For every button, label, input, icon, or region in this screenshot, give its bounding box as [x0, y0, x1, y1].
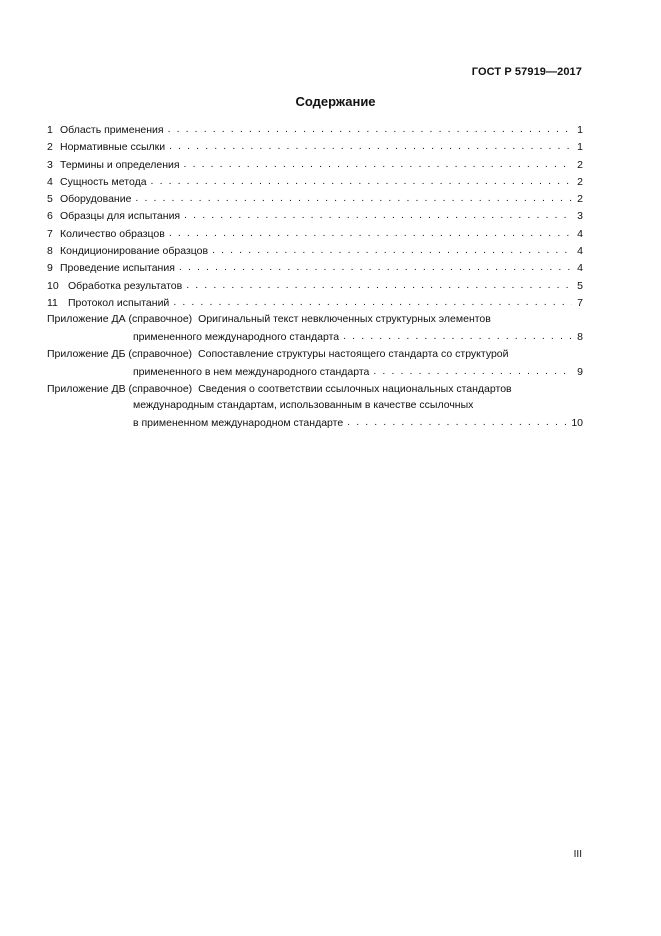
toc-entry-title: Обработка результатов	[68, 279, 183, 292]
appendix-page: 9	[577, 365, 583, 378]
dot-leader	[169, 225, 572, 237]
appendix-label: Приложение ДБ (справочное)	[47, 348, 193, 361]
toc-entry-number: 7	[47, 227, 53, 240]
toc-entry-page: 1	[577, 124, 583, 136]
toc-entry-page: 4	[577, 245, 583, 258]
toc-entry-title: Кондиционирование образцов	[60, 245, 209, 258]
toc-entry-title: Область применения	[60, 124, 164, 136]
dot-leader	[347, 414, 568, 426]
dot-leader	[151, 173, 572, 185]
toc-entry-number: 5	[47, 193, 53, 206]
toc-entry-title: Протокол испытаний	[68, 296, 170, 309]
toc-entry[interactable]	[47, 277, 583, 294]
toc-entry[interactable]	[47, 138, 583, 155]
toc-entry[interactable]	[47, 259, 583, 276]
toc-entry-page: 2	[577, 193, 583, 206]
toc-entry-number: 11	[47, 296, 58, 309]
toc-entry-title: Образцы для испытания	[60, 210, 181, 223]
appendix-title-line: в примененном международном стандарте	[133, 416, 344, 429]
appendix-title-line: Оригинальный текст невключенных структурных элементов	[198, 313, 491, 326]
dot-leader	[184, 207, 572, 219]
dot-leader	[186, 277, 572, 289]
toc-entry-title: Проведение испытания	[60, 262, 175, 275]
toc-entry-number: 4	[47, 175, 53, 188]
toc-entry-page: 3	[577, 210, 583, 223]
toc-entry-number: 8	[47, 245, 53, 258]
table-of-contents	[47, 121, 583, 432]
toc-entry[interactable]	[47, 225, 583, 242]
toc-entry-title: Сущность метода	[60, 175, 147, 188]
toc-entry-number: 1	[47, 124, 53, 136]
dot-leader	[179, 259, 572, 271]
toc-entry-page: 2	[577, 175, 583, 188]
dot-leader	[173, 294, 572, 306]
appendix-title-line: международным стандартам, использованным в качестве ссылочных	[133, 399, 474, 412]
toc-entry[interactable]	[47, 173, 583, 190]
toc-entry[interactable]	[47, 207, 583, 224]
toc-entry-page: 4	[577, 262, 583, 275]
dot-leader	[343, 328, 572, 340]
toc-entry-title: Нормативные ссылки	[60, 141, 166, 154]
appendix-label: Приложение ДА (справочное)	[47, 313, 193, 326]
toc-entry-page: 5	[577, 279, 583, 292]
toc-entry-page: 2	[577, 158, 583, 171]
page-number: III	[573, 849, 582, 860]
dot-leader	[212, 242, 572, 254]
toc-entry-page: 4	[577, 227, 583, 240]
toc-entry-number: 2	[47, 141, 53, 154]
appendix-title-line: примененного международного стандарта	[133, 330, 340, 343]
toc-entry-page: 1	[577, 141, 583, 154]
document-code: ГОСТ Р 57919—2017	[471, 66, 582, 78]
toc-entry-title: Оборудование	[60, 193, 132, 206]
dot-leader	[373, 363, 572, 375]
toc-entry[interactable]	[47, 121, 583, 138]
toc-appendix[interactable]	[47, 381, 583, 432]
toc-entry-number: 6	[47, 210, 53, 223]
toc-entry[interactable]	[47, 242, 583, 259]
toc-entry[interactable]	[47, 156, 583, 173]
appendix-page: 8	[577, 330, 583, 343]
toc-appendix[interactable]	[47, 311, 583, 345]
dot-leader	[169, 138, 572, 150]
dot-leader	[168, 121, 572, 133]
dot-leader	[184, 156, 572, 168]
toc-entry-number: 9	[47, 262, 53, 275]
toc-appendix[interactable]	[47, 346, 583, 380]
toc-entry-title: Термины и определения	[60, 158, 180, 171]
toc-title: Содержание	[295, 94, 376, 109]
toc-entry[interactable]	[47, 294, 583, 311]
dot-leader	[135, 190, 572, 202]
toc-entry-page: 7	[577, 296, 583, 309]
toc-entry-number: 3	[47, 158, 53, 171]
toc-entry-number: 10	[47, 279, 59, 292]
appendix-title-line: примененного в нем международного стандарта	[133, 365, 370, 378]
appendix-title-line: Сведения о соответствии ссылочных национальных стандартов	[198, 382, 512, 395]
appendix-label: Приложение ДВ (справочное)	[47, 382, 193, 395]
appendix-title-line: Сопоставление структуры настоящего стандарта со структурой	[198, 348, 509, 361]
toc-entry-title: Количество образцов	[60, 227, 165, 240]
toc-entry[interactable]	[47, 190, 583, 207]
appendix-page: 10	[571, 416, 583, 429]
